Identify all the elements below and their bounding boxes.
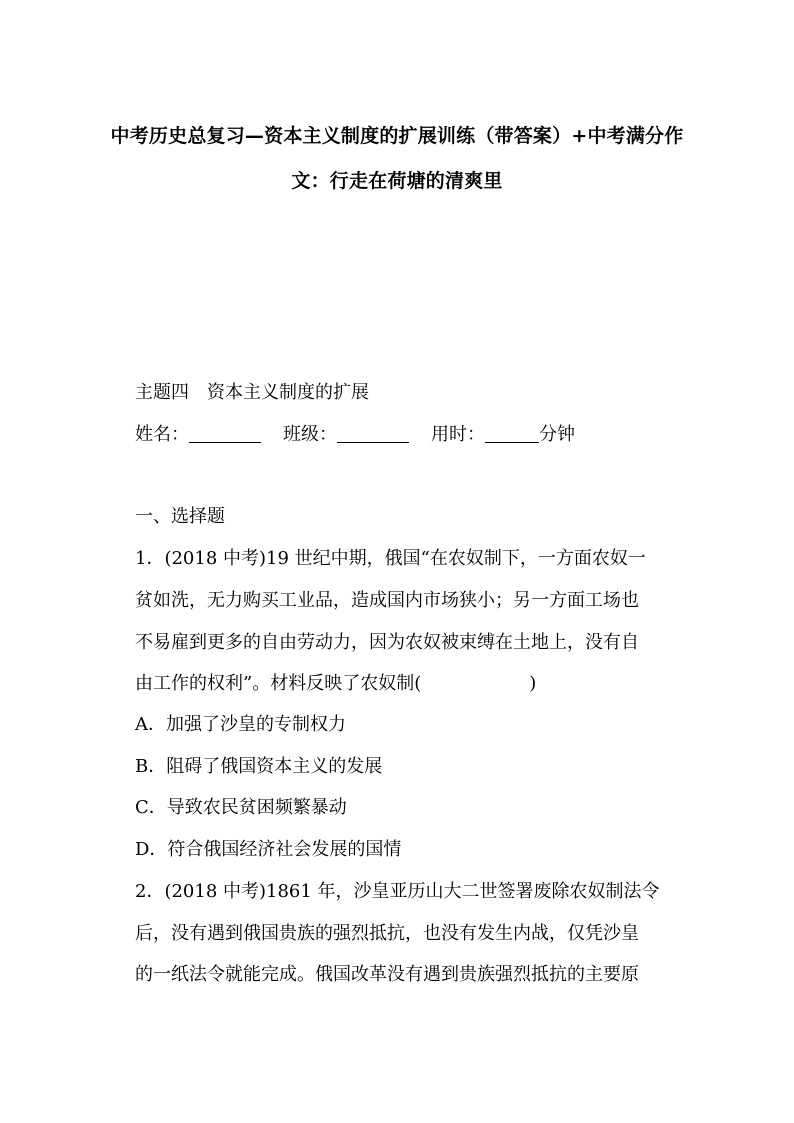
question-1-option-d: D．符合俄国经济社会发展的国情 [135,839,402,860]
question-2-line-1: 2．(2018 中考)1861 年，沙皇亚历山大二世签署废除农奴制法令 [135,881,660,902]
question-1-line-4: 由工作的权利”。材料反映了农奴制( ) [135,673,537,694]
question-2-line-2: 后，没有遇到俄国贵族的强烈抵抗，也没有发生内战，仅凭沙皇 [135,923,639,944]
question-2-line-3: 的一纸法令就能完成。俄国改革没有遇到贵族强烈抵抗的主要原 [135,964,639,985]
time-label: 用时： [431,424,485,445]
question-1-line-3: 不易雇到更多的自由劳动力，因为农奴被束缚在土地上，没有自 [135,632,639,653]
question-1-option-a: A．加强了沙皇的专制权力 [135,714,346,735]
name-blank[interactable] [189,424,261,443]
question-1-line-2: 贫如洗，无力购买工业品，造成国内市场狭小；另一方面工场也 [135,590,639,611]
name-label: 姓名： [135,424,189,445]
student-info-form [135,423,575,447]
time-blank[interactable] [485,424,539,443]
document-title-line-2: 文：行走在荷塘的清爽里 [291,170,503,192]
class-label: 班级： [283,424,337,445]
topic-heading: 主题四 资本主义制度的扩展 [135,382,369,403]
question-1-option-b: B．阻碍了俄国资本主义的发展 [135,756,383,777]
class-blank[interactable] [337,424,409,443]
question-1-line-1: 1．(2018 中考)19 世纪中期，俄国“在农奴制下，一方面农奴一 [135,548,646,569]
question-1-option-c: C．导致农民贫困频繁暴动 [135,797,347,818]
section-heading: 一、选择题 [135,506,225,527]
time-unit: 分钟 [539,424,575,445]
document-title-line-1: 中考历史总复习—资本主义制度的扩展训练（带答案）+中考满分作 [110,125,684,147]
